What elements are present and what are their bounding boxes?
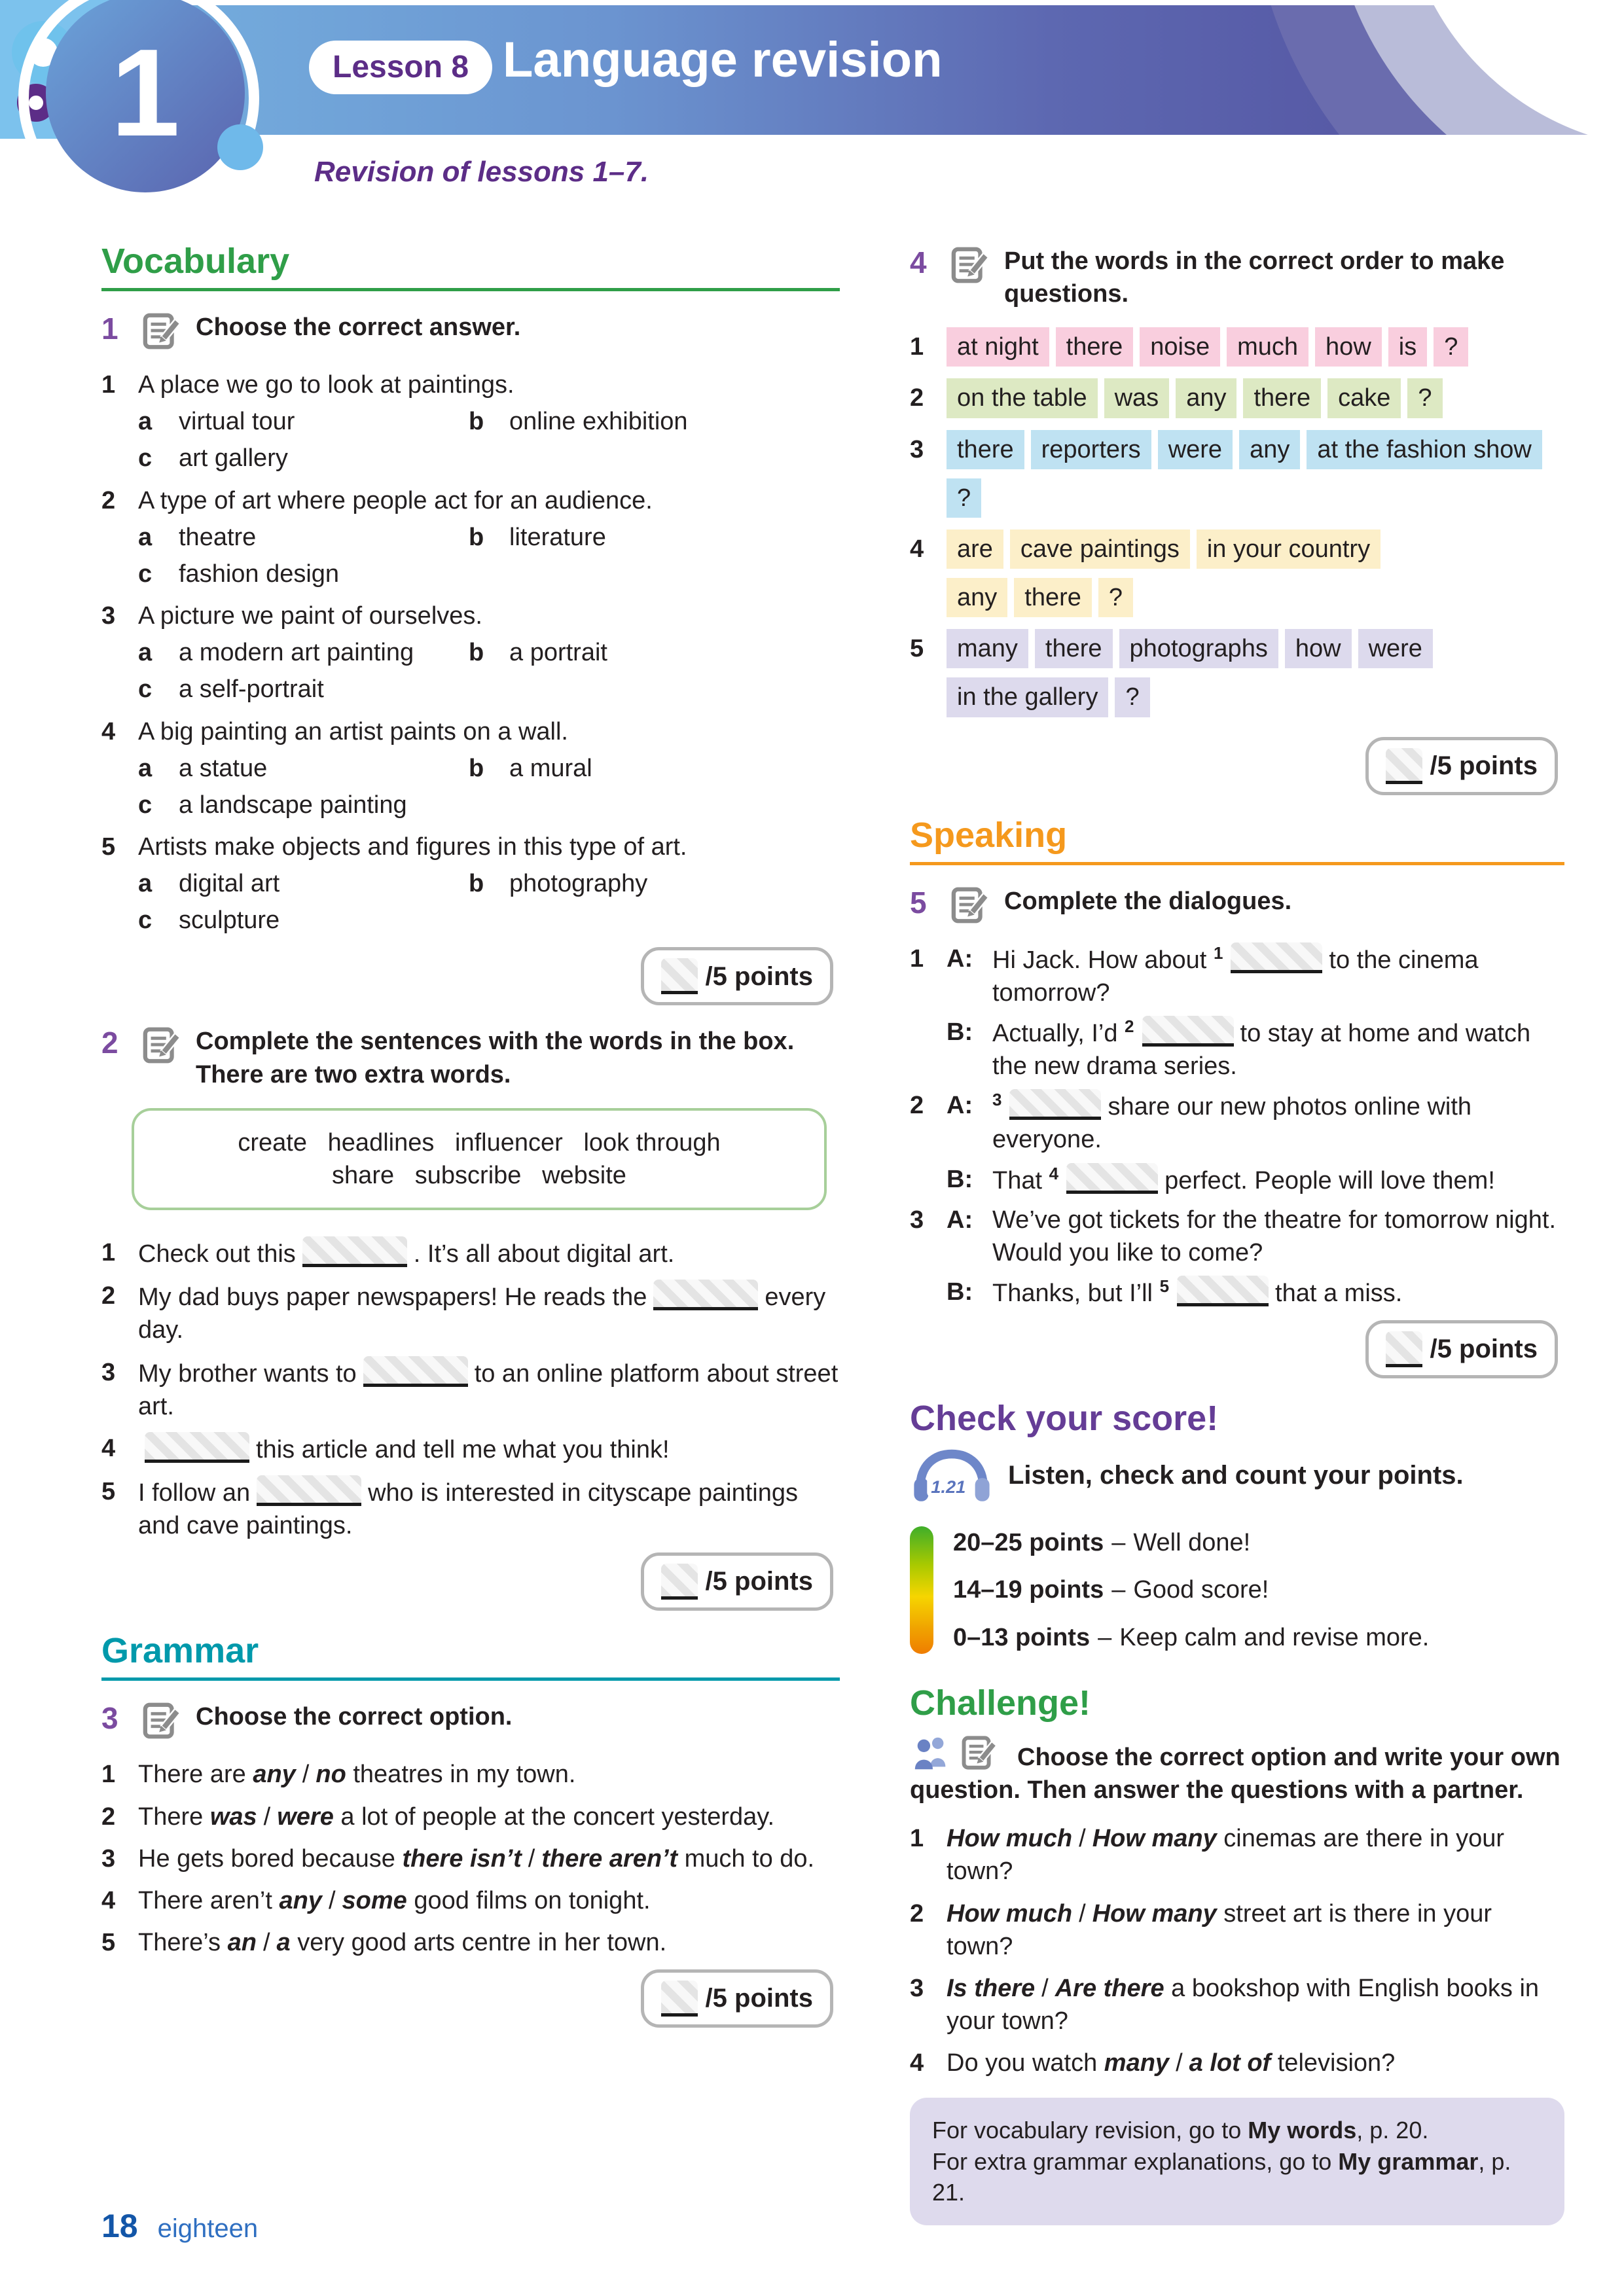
exercise-2-header bbox=[101, 1025, 840, 1090]
exercise-instruction: Put the words in the correct order to make questions. bbox=[1004, 247, 1505, 308]
exercise-number: 3 bbox=[101, 1701, 118, 1736]
option-a[interactable]: a a statue bbox=[138, 754, 268, 782]
word-box bbox=[132, 1108, 827, 1210]
word-tile[interactable]: cake bbox=[1327, 378, 1401, 418]
dialogue-line: 3 A: We’ve got tickets for the theatre for tomorrow night. Would you like to come? bbox=[910, 1204, 1564, 1269]
exercise-number: 2 bbox=[101, 1026, 118, 1060]
word-tile[interactable]: is bbox=[1388, 327, 1427, 367]
word-tile[interactable]: on the table bbox=[947, 378, 1098, 418]
speaker-label: B: bbox=[947, 1018, 973, 1046]
answer-blank[interactable] bbox=[653, 1280, 758, 1310]
option-choice[interactable]: there isn’t bbox=[402, 1844, 522, 1873]
edit-exercise-icon bbox=[950, 885, 991, 925]
answer-blank[interactable] bbox=[363, 1356, 468, 1387]
sentence-item: 3 My brother wants to to an online platform about street art. bbox=[101, 1356, 840, 1423]
edit-exercise-icon bbox=[142, 311, 183, 351]
challenge-instruction-block bbox=[910, 1732, 1564, 1806]
sentence-item: 4 this article and tell me what you think! bbox=[101, 1432, 840, 1466]
speaker-label: A: bbox=[947, 1092, 973, 1120]
question-text: A type of art where people act for an audience. bbox=[138, 486, 653, 514]
grammar-item: 4 There aren’t any / some good films on tonight. bbox=[101, 1886, 651, 1914]
option-choice[interactable]: an bbox=[227, 1929, 257, 1957]
option-a[interactable]: a theatre bbox=[138, 523, 257, 551]
option-c[interactable]: c a landscape painting bbox=[138, 791, 407, 819]
option-c[interactable]: c a self-portrait bbox=[138, 675, 324, 704]
edit-exercise-icon bbox=[950, 245, 991, 285]
word-tile[interactable]: ? bbox=[1407, 378, 1442, 418]
option-b[interactable]: b literature bbox=[469, 523, 606, 551]
question-text: Artists make objects and figures in this type of art. bbox=[138, 833, 687, 861]
dialogue-line: B: That $^4$ perfect. People will love them! bbox=[910, 1163, 1564, 1197]
grammar-item: 2 There was / were a lot of people at the concert yesterday. bbox=[101, 1803, 775, 1831]
word-tile[interactable]: any bbox=[1176, 378, 1236, 418]
vocabulary-rule bbox=[101, 288, 840, 291]
exercise-number: 1 bbox=[101, 312, 118, 346]
option-a[interactable]: a virtual tour bbox=[138, 408, 295, 436]
score-range: 20–25 points – Well done! bbox=[953, 1529, 1251, 1557]
dialogue-line: B: Actually, I’d $^2$ to stay at home and watch the new drama series. bbox=[910, 1016, 1564, 1083]
word-tile[interactable]: were bbox=[1158, 430, 1233, 469]
speaker-label: A: bbox=[947, 1206, 973, 1234]
word-tile[interactable]: in your country bbox=[1197, 529, 1380, 569]
word-tile[interactable]: was bbox=[1104, 378, 1170, 418]
word-tile[interactable]: noise bbox=[1140, 327, 1220, 367]
word-tile[interactable]: any bbox=[1239, 430, 1300, 469]
question-text: A place we go to look at paintings. bbox=[138, 371, 514, 399]
dialogue-line: 1 A: Hi Jack. How about $^1$ to the cinema tomorrow? bbox=[910, 942, 1564, 1009]
points-badge: /5 points bbox=[641, 1969, 833, 2028]
option-c[interactable]: c sculpture bbox=[138, 906, 280, 935]
pairwork-icon bbox=[910, 1732, 953, 1773]
score-blank[interactable] bbox=[661, 1981, 698, 2017]
headphones-audio-icon[interactable] bbox=[910, 1446, 994, 1504]
option-choice[interactable]: How many bbox=[1092, 1825, 1217, 1853]
word-tile[interactable]: any bbox=[947, 578, 1007, 617]
question-text: A big painting an artist paints on a wall. bbox=[138, 717, 568, 745]
score-range: 0–13 points – Keep calm and revise more. bbox=[953, 1623, 1430, 1651]
option-choice[interactable]: How much bbox=[947, 1825, 1073, 1853]
grammar-rule bbox=[101, 1677, 840, 1681]
word-tile[interactable]: ? bbox=[1098, 578, 1133, 617]
word-tile[interactable]: there bbox=[1035, 629, 1113, 668]
sentence-item: 5 I follow an who is interested in cityscape paintings and cave paintings. bbox=[101, 1475, 840, 1542]
option-choice[interactable]: some bbox=[342, 1886, 407, 1914]
answer-blank[interactable] bbox=[302, 1236, 407, 1267]
word-tile[interactable]: there bbox=[1056, 327, 1134, 367]
challenge-instruction: Choose the correct option and write your own question. Then answer the questions with a partner. bbox=[910, 1743, 1561, 1804]
word-tile[interactable]: there bbox=[1243, 378, 1321, 418]
word-tile[interactable]: were bbox=[1358, 629, 1433, 668]
word-tile[interactable]: reporters bbox=[1031, 430, 1151, 469]
option-b[interactable]: b a portrait bbox=[469, 639, 607, 667]
exercise-instruction: Complete the dialogues. bbox=[1004, 887, 1292, 915]
score-blank[interactable] bbox=[661, 1564, 698, 1600]
score-blank[interactable] bbox=[1386, 1331, 1422, 1367]
word-tile[interactable]: at the fashion show bbox=[1307, 430, 1542, 469]
reference-note-box bbox=[910, 2098, 1564, 2225]
exercise-1-header bbox=[101, 311, 840, 351]
challenge-item: 3 Is there / Are there a bookshop with English books in your town? bbox=[910, 1974, 1540, 2035]
word-tile[interactable]: in the gallery bbox=[947, 677, 1108, 717]
grammar-section bbox=[101, 1630, 840, 2028]
answer-blank[interactable] bbox=[1177, 1276, 1269, 1306]
unit-number: 1 bbox=[111, 24, 180, 162]
challenge-heading: Challenge! bbox=[910, 1683, 1091, 1723]
exercise-5-header bbox=[910, 885, 1564, 925]
score-blank[interactable] bbox=[1386, 748, 1422, 784]
points-badge: /5 points bbox=[1365, 737, 1558, 795]
vocabulary-section bbox=[101, 241, 840, 1611]
option-choice[interactable]: How many bbox=[1092, 1899, 1217, 1928]
grammar-item: 5 There’s an / a very good arts centre in her town. bbox=[101, 1929, 667, 1957]
word-tile[interactable]: photographs bbox=[1119, 629, 1278, 668]
grammar-item: 1 There are any / no theatres in my town. bbox=[101, 1761, 576, 1789]
audio-track-number: 1.21 bbox=[931, 1477, 966, 1498]
word-tile[interactable]: how bbox=[1285, 629, 1352, 668]
note-line: For extra grammar explanations, go to My grammar, p. 21. bbox=[932, 2147, 1511, 2206]
option-choice[interactable]: How much bbox=[947, 1899, 1073, 1928]
word-box-line: create headlines influencer look through bbox=[238, 1128, 721, 1157]
word-tile[interactable]: ? bbox=[1434, 327, 1468, 367]
speaking-rule bbox=[910, 862, 1564, 865]
word-tile[interactable]: ? bbox=[1115, 677, 1149, 717]
option-choice[interactable]: a bbox=[276, 1929, 291, 1957]
note-line: For vocabulary revision, go to My words, p. 20. bbox=[932, 2117, 1429, 2144]
sentence-item: 2 My dad buys paper newspapers! He reads the every day. bbox=[101, 1280, 840, 1346]
word-tile[interactable]: many bbox=[947, 629, 1028, 668]
word-order-row: 2 on the table was any there cake ? bbox=[910, 378, 1564, 427]
word-tile[interactable]: how bbox=[1315, 327, 1382, 367]
exercise-number: 4 bbox=[910, 245, 927, 279]
word-tile[interactable]: at night bbox=[947, 327, 1049, 367]
sentence-item: 1 Check out this . It’s all about digital art. bbox=[101, 1236, 840, 1270]
word-order-row: 3 there reporters were any at the fashion show ? bbox=[910, 430, 1564, 527]
score-blank[interactable] bbox=[661, 958, 698, 994]
exercise-instruction: Choose the correct option. bbox=[196, 1703, 513, 1731]
word-tile[interactable]: there bbox=[947, 430, 1024, 469]
option-choice[interactable]: any bbox=[279, 1886, 322, 1914]
edit-exercise-icon bbox=[142, 1025, 183, 1066]
lesson-badge: Lesson 8 bbox=[309, 41, 492, 94]
answer-blank[interactable] bbox=[1142, 1016, 1234, 1047]
left-column bbox=[101, 241, 840, 2047]
check-score-section bbox=[910, 1398, 1564, 1654]
answer-blank[interactable] bbox=[1066, 1163, 1158, 1194]
page-title: Language revision bbox=[503, 32, 943, 88]
grammar-heading: Grammar bbox=[101, 1631, 259, 1671]
right-column bbox=[910, 241, 1564, 2225]
option-b[interactable]: b photography bbox=[469, 870, 648, 898]
speaking-heading: Speaking bbox=[910, 815, 1068, 855]
page-subtitle: Revision of lessons 1–7. bbox=[314, 156, 649, 188]
word-tile[interactable]: ? bbox=[947, 478, 981, 518]
dialogue-line: 2 A: $^3$ share our new photos online with everyone. bbox=[910, 1089, 1564, 1156]
page-number: 18 bbox=[101, 2208, 138, 2244]
word-tile[interactable]: cave paintings bbox=[1010, 529, 1190, 569]
score-ranges bbox=[910, 1526, 1564, 1653]
word-tile[interactable]: much bbox=[1227, 327, 1308, 367]
question-item: 4 A big painting an artist paints on a wall. a a statue b a mural c a landscape painting bbox=[101, 715, 840, 821]
option-c[interactable]: c art gallery bbox=[138, 444, 288, 473]
answer-blank[interactable] bbox=[1009, 1089, 1101, 1120]
option-choice[interactable]: Are there bbox=[1055, 1974, 1164, 2002]
dialogue-line: B: Thanks, but I’ll $^5$ that a miss. bbox=[910, 1276, 1564, 1310]
answer-blank[interactable] bbox=[257, 1475, 361, 1506]
word-box-line: share subscribe website bbox=[332, 1161, 626, 1189]
option-choice[interactable]: Is there bbox=[947, 1974, 1036, 2002]
option-choice[interactable]: were bbox=[277, 1803, 334, 1831]
option-c[interactable]: c fashion design bbox=[138, 560, 340, 588]
option-choice[interactable]: no bbox=[316, 1761, 346, 1789]
exercise-instruction: Choose the correct answer. bbox=[196, 314, 521, 342]
challenge-item: 1 How much / How many cinemas are there in your town? bbox=[910, 1825, 1505, 1886]
edit-exercise-icon bbox=[142, 1700, 183, 1741]
question-item: 5 Artists make objects and figures in this type of art. a digital art b photography c sculpture bbox=[101, 831, 840, 937]
edit-exercise-icon bbox=[961, 1734, 999, 1772]
decorative-dot-icon bbox=[217, 124, 263, 170]
answer-blank[interactable] bbox=[1231, 942, 1322, 973]
vocabulary-heading: Vocabulary bbox=[101, 242, 290, 281]
option-choice[interactable]: a lot of bbox=[1189, 2049, 1271, 2077]
option-choice[interactable]: there aren’t bbox=[541, 1844, 677, 1873]
points-badge: /5 points bbox=[641, 1552, 833, 1611]
exercise-3-header bbox=[101, 1700, 840, 1741]
option-choice[interactable]: many bbox=[1104, 2049, 1170, 2077]
speaking-section bbox=[910, 815, 1564, 1379]
challenge-section bbox=[910, 1683, 1564, 2225]
points-badge: /5 points bbox=[1365, 1320, 1558, 1378]
points-badge: /5 points bbox=[641, 947, 833, 1005]
speaker-label: B: bbox=[947, 1165, 973, 1193]
question-text: A picture we paint of ourselves. bbox=[138, 602, 482, 630]
page-footer bbox=[101, 2204, 258, 2248]
word-order-row: 4 are cave paintings in your country any there ? bbox=[910, 529, 1564, 626]
check-score-heading: Check your score! bbox=[910, 1399, 1219, 1439]
word-order-row: 5 many there photographs how were in the gallery ? bbox=[910, 629, 1564, 726]
page-number-word: eighteen bbox=[157, 2214, 259, 2243]
challenge-item: 4 Do you watch many / a lot of television? bbox=[910, 2049, 1396, 2077]
question-item: 2 A type of art where people act for an audience. a theatre b literature c fashion design bbox=[101, 484, 840, 590]
option-a[interactable]: a digital art bbox=[138, 870, 280, 898]
answer-blank[interactable] bbox=[145, 1432, 249, 1463]
exercise-4-header bbox=[910, 245, 1564, 310]
question-item: 3 A picture we paint of ourselves. a a modern art painting b a portrait c a self-portrait bbox=[101, 600, 840, 706]
word-tile[interactable]: there bbox=[1014, 578, 1092, 617]
challenge-item: 2 How much / How many street art is there in your town? bbox=[910, 1899, 1492, 1960]
exercise-number: 5 bbox=[910, 885, 927, 920]
word-order-row: 1 at night there noise much how is ? bbox=[910, 327, 1564, 376]
exercise-instruction: Complete the sentences with the words in the box. There are two extra words. bbox=[196, 1028, 795, 1088]
word-tile[interactable]: are bbox=[947, 529, 1003, 569]
grammar-item: 3 He gets bored because there isn’t / there aren’t much to do. bbox=[101, 1844, 815, 1873]
option-choice[interactable]: any bbox=[253, 1761, 296, 1789]
score-gradient-bar bbox=[910, 1526, 933, 1653]
score-range: 14–19 points – Good score! bbox=[953, 1576, 1269, 1604]
listen-instruction: Listen, check and count your points. bbox=[1008, 1460, 1464, 1490]
question-item: 1 A place we go to look at paintings. a virtual tour b online exhibition c art gallery bbox=[101, 368, 840, 475]
unit-number-badge bbox=[46, 0, 245, 192]
option-b[interactable]: b a mural bbox=[469, 754, 592, 782]
option-choice[interactable]: was bbox=[209, 1803, 257, 1831]
speaker-label: A: bbox=[947, 944, 973, 973]
option-a[interactable]: a a modern art painting bbox=[138, 639, 414, 667]
option-b[interactable]: b online exhibition bbox=[469, 408, 688, 436]
speaker-label: B: bbox=[947, 1278, 973, 1306]
